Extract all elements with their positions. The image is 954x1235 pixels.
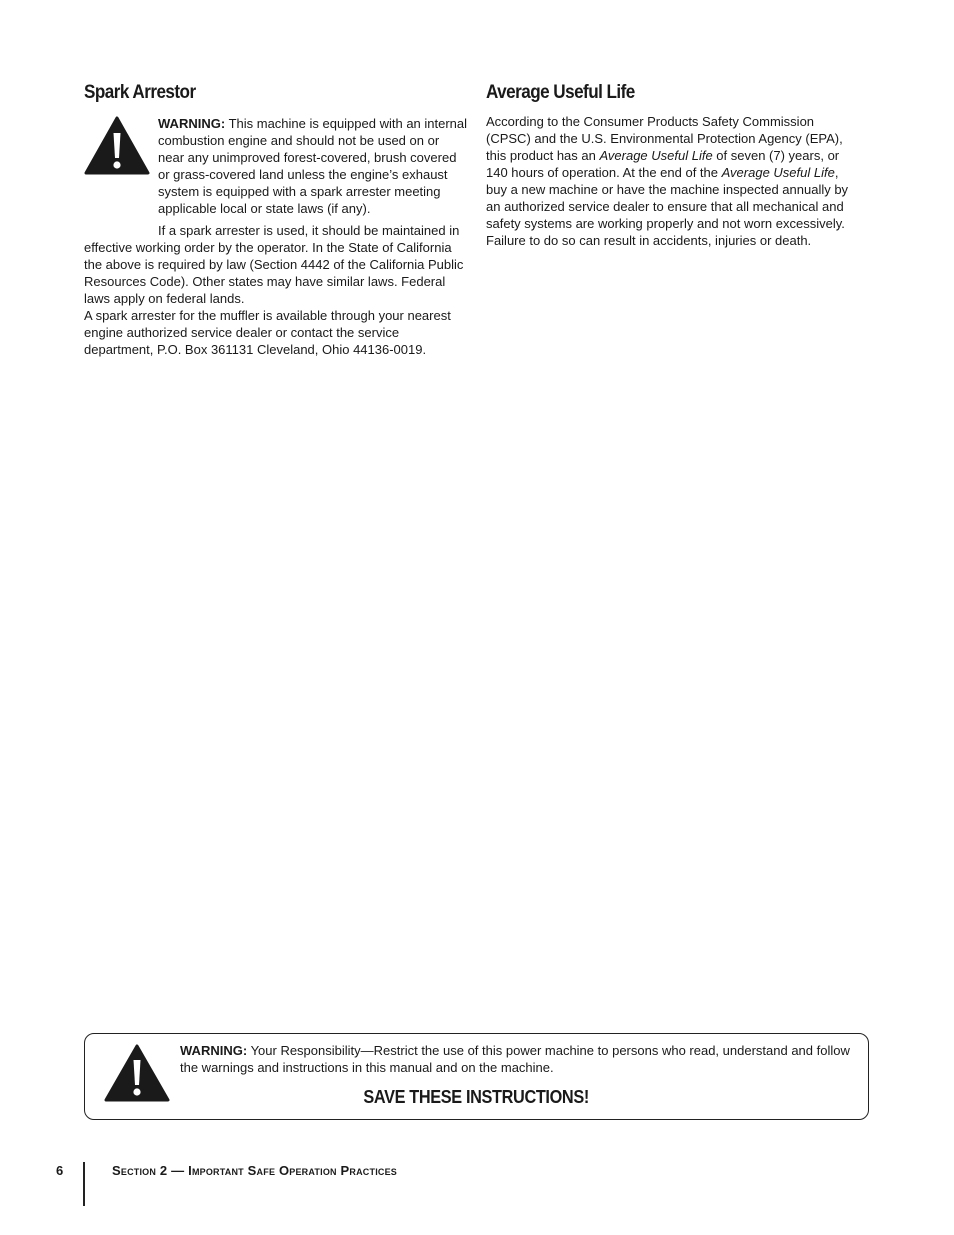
useful-life-text-c: , buy a new machine or have the machine inspected annually by an authorized service dealer to ensure that all mechanical and safety systems are working properly and not worn excessively. Failure to do so can result in accidents, injuries or death. <box>486 165 849 248</box>
section-title: Section 2 — Important Safe Operation Practices <box>112 1163 398 1178</box>
warning-triangle-icon <box>84 116 150 175</box>
responsibility-warning-box <box>84 1033 869 1120</box>
save-instructions-text: SAVE THESE INSTRUCTIONS! <box>363 1086 590 1107</box>
useful-life-text-b: of seven (7) years, or 140 hours of operation. At the end of the <box>486 148 840 180</box>
responsibility-warning-text-block <box>180 1042 855 1076</box>
spark-body <box>84 222 468 358</box>
useful-life-italic-2: Average Useful Life <box>721 165 835 180</box>
useful-life-paragraph <box>486 113 860 249</box>
useful-life-italic-1: Average Useful Life <box>599 148 713 163</box>
useful-life-text-a: According to the Consumer Products Safety Commission (CPSC) and the U.S. Environmental Protection Agency (EPA), this product has an <box>486 114 843 163</box>
footer-divider <box>83 1162 85 1206</box>
spark-paragraph-2: A spark arrester for the muffler is available through your nearest engine authorized service dealer or contact the service department, P.O. Box 361131 Cleveland, Ohio 44136-0019. <box>84 308 451 357</box>
responsibility-warning-text: Your Responsibility—Restrict the use of this power machine to persons who read, understand and follow the warnings and instructions in this manual and on the machine. <box>180 1043 850 1075</box>
page-number: 6 <box>56 1163 64 1178</box>
spark-warning-block <box>158 115 468 217</box>
responsibility-warning-label: WARNING: <box>180 1043 248 1058</box>
spark-warning-label: WARNING: <box>158 116 226 131</box>
spark-arrestor-heading: Spark Arrestor <box>84 82 196 103</box>
save-instructions-heading <box>85 1086 868 1108</box>
spark-paragraph-1: If a spark arrester is used, it should be maintained in effective working order by the operator. In the State of California the above is required by law (Section 4442 of the California Public Resources Code). Other states may have similar laws. Federal laws apply on federal lands. <box>84 223 464 306</box>
spark-warning-text: This machine is equipped with an internal combustion engine and should not be used on or near any unimproved forest-covered, brush covered or grass-covered land unless the engine’s exhaust system is equipped with a spark arrester meeting applicable local or state laws (if any). <box>158 116 468 216</box>
average-useful-life-heading: Average Useful Life <box>486 82 635 103</box>
